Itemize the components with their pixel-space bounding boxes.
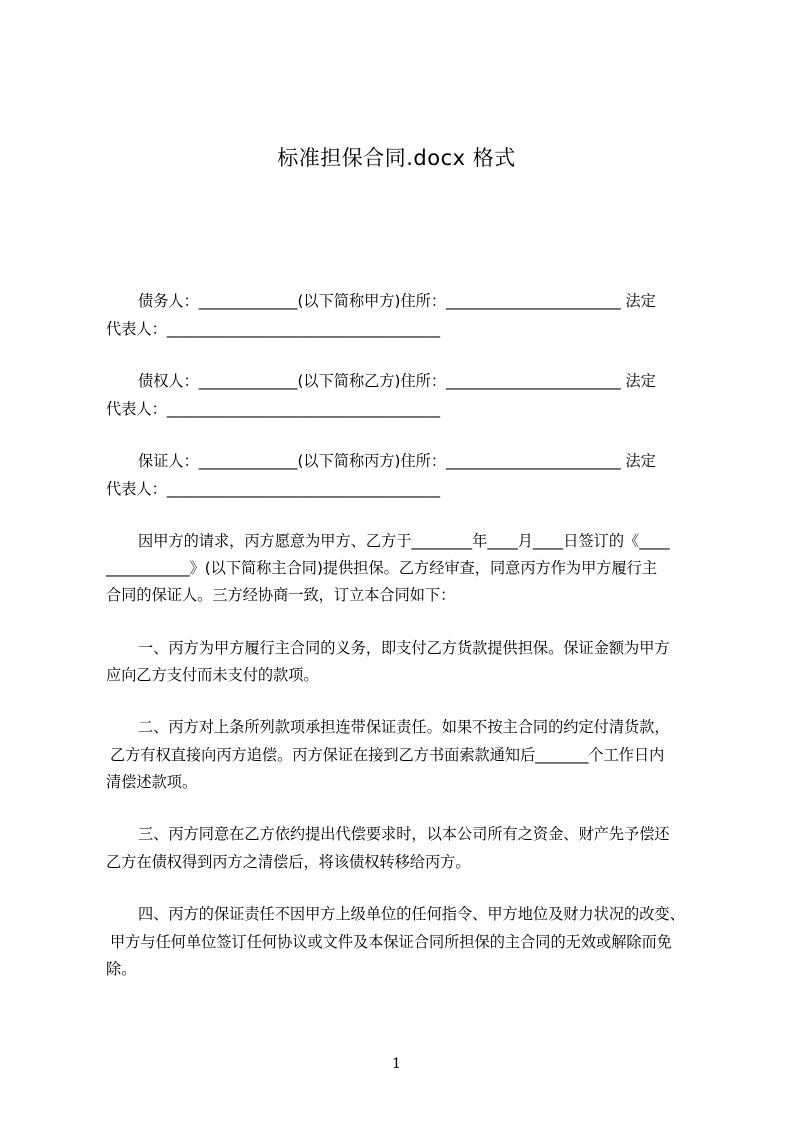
guarantor-representative-line: 代表人：____________________________________ xyxy=(106,480,441,498)
creditor-representative-line: 代表人：____________________________________ xyxy=(106,400,441,418)
clause-4-line: 除。 xyxy=(106,960,137,978)
clause-2-line: 清偿述款项。 xyxy=(106,773,198,791)
intro-line: 因甲方的请求，丙方愿意为甲方、乙方于________年____月____日签订的《____ xyxy=(138,532,670,550)
page-number: 1 xyxy=(392,1056,401,1072)
intro-line: 合同的保证人。三方经协商一致，订立本合同如下： xyxy=(106,586,456,604)
intro-line: ___________》(以下简称主合同)提供担保。乙方经审查，同意丙方作为甲方履行主 xyxy=(106,559,658,577)
clause-3-line: 乙方在债权得到丙方之清偿后，将该债权转移给丙方。 xyxy=(106,853,471,871)
creditor-line: 债权人：_____________(以下简称乙方)住所：_______________________ 法定 xyxy=(138,372,656,390)
clause-1-line: 应向乙方支付而未支付的款项。 xyxy=(106,666,319,684)
guarantor-line: 保证人：_____________(以下简称丙方)住所：_______________________ 法定 xyxy=(138,452,656,470)
debtor-line: 债务人：_____________(以下简称甲方)住所：_______________________ 法定 xyxy=(138,292,656,310)
clause-2-line: 二、丙方对上条所列款项承担连带保证责任。如果不按主合同的约定付清货款， xyxy=(138,718,670,736)
clause-4-line: 甲方与任何单位签订任何协议或文件及本保证合同所担保的主合同的无效或解除而免 xyxy=(110,933,672,951)
clause-1-line: 一、丙方为甲方履行主合同的义务，即支付乙方货款提供担保。保证金额为甲方 xyxy=(138,639,670,657)
document-title: 标准担保合同.docx 格式 xyxy=(277,146,516,170)
clause-4-line: 四、丙方的保证责任不因甲方上级单位的任何指令、甲方地位及财力状况的改变、 xyxy=(138,905,685,923)
clause-3-line: 三、丙方同意在乙方依约提出代偿要求时，以本公司所有之资金、财产先予偿还 xyxy=(138,825,670,843)
clause-2-line: 乙方有权直接向丙方追偿。丙方保证在接到乙方书面索款通知后_______个工作日内 xyxy=(110,746,665,764)
debtor-representative-line: 代表人：____________________________________ xyxy=(106,320,441,338)
